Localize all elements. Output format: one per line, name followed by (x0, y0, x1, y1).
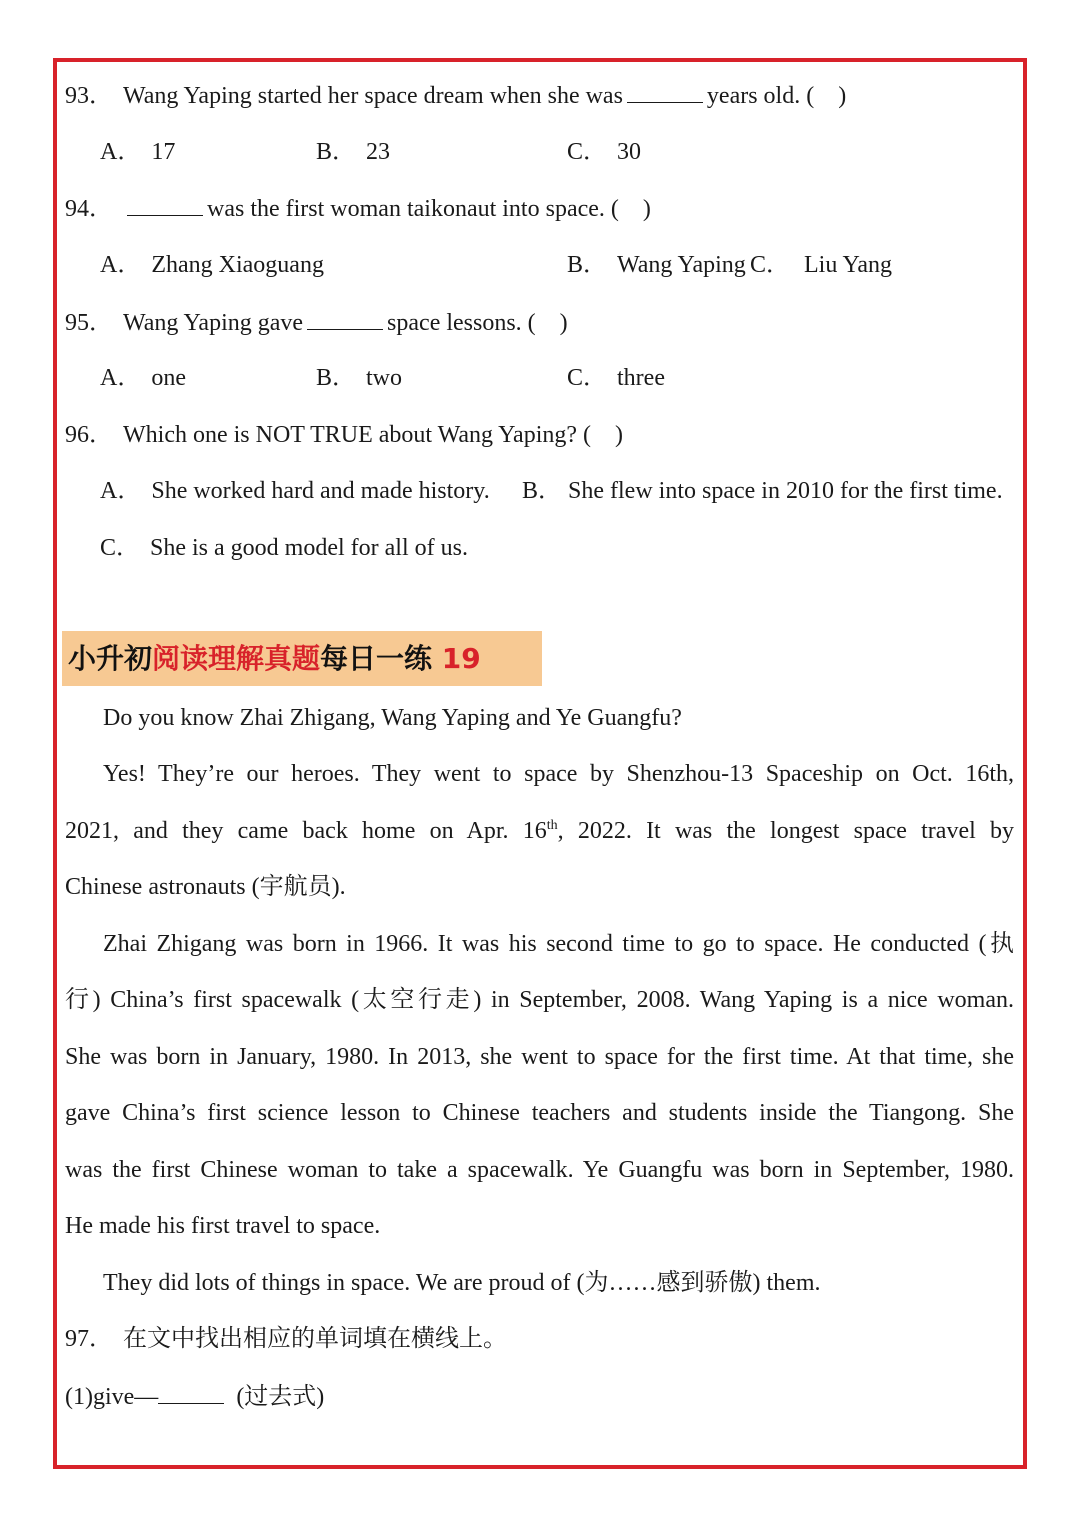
question-number: 93． (65, 83, 113, 109)
question-text: Wang Yaping started her space dream when she was (123, 83, 623, 109)
practice-number: 19 (441, 642, 481, 675)
option-b[interactable]: B． two (316, 365, 403, 391)
passage-paragraph-3-line-3: She was born in January, 1980. In 2013, she went to space for the first time. At that time, she (65, 1044, 1014, 1070)
passage-paragraph-2-line-3: Chinese astronauts (宇航员). (65, 874, 346, 900)
answer-blank[interactable] (127, 193, 203, 216)
question-text: Wang Yaping gave (123, 310, 304, 336)
question-text: Which one is NOT TRUE about Wang Yaping? ( ) (123, 422, 624, 448)
answer-blank[interactable] (307, 307, 383, 330)
question-number: 97． (65, 1326, 113, 1352)
option-b[interactable]: B． She flew into space in 2010 for the first time. (522, 478, 1003, 504)
question-93 (65, 80, 846, 111)
passage-paragraph-3-line-6: He made his first travel to space. (65, 1213, 381, 1239)
passage-paragraph-1: Do you know Zhai Zhigang, Wang Yaping and Ye Guangfu? (103, 705, 682, 731)
option-b[interactable]: B． 23 (316, 139, 391, 165)
question-94 (65, 193, 651, 224)
option-c[interactable]: C． Liu Yang (750, 252, 893, 278)
passage-paragraph-4: They did lots of things in space. We are proud of (为……感到骄傲) them. (103, 1270, 821, 1296)
option-c[interactable]: C． three (567, 365, 665, 391)
question-text-end: space lessons. ( ) (387, 310, 568, 336)
passage-paragraph-3-line-5: was the first Chinese woman to take a spacewalk. Ye Guangfu was born in September, 1980. (65, 1157, 1014, 1183)
answer-blank[interactable] (627, 80, 703, 103)
question-number: 94． (65, 196, 113, 222)
question-number: 95． (65, 310, 113, 336)
answer-blank[interactable] (158, 1381, 224, 1404)
question-text-end: years old. ( ) (706, 83, 847, 109)
passage-paragraph-3-line-4: gave China’s first science lesson to Chinese teachers and students inside the Tiangong. She (65, 1100, 1014, 1126)
question-97-item-1: (1)give— (过去式) (65, 1381, 324, 1412)
passage-paragraph-3-line-1: Zhai Zhigang was born in 1966. It was his second time to go to space. He conducted (执 (103, 931, 1014, 957)
option-c[interactable]: C． She is a good model for all of us. (100, 535, 468, 561)
question-97 (65, 1324, 507, 1354)
option-a[interactable]: A． one (100, 365, 186, 391)
option-a[interactable]: A． 17 (100, 139, 176, 165)
option-b[interactable]: B． Wang Yaping (567, 252, 746, 278)
option-a[interactable]: A． Zhang Xiaoguang (100, 252, 324, 278)
option-c[interactable]: C． 30 (567, 139, 642, 165)
question-text: 在文中找出相应的单词填在横线上。 (123, 1326, 507, 1352)
question-number: 96． (65, 422, 113, 448)
question-text: was the first woman taikonaut into space. ( ) (207, 196, 651, 222)
passage-paragraph-2-line-2: 2021, and they came back home on Apr. 16th, 2022. It was the longest space travel by (65, 818, 1014, 844)
section-title: 小升初阅读理解真题每日一练 19 (68, 642, 481, 675)
question-96 (65, 420, 623, 450)
passage-paragraph-3-line-2: 行) China’s first spacewalk (太空行走) in September, 2008. Wang Yaping is a nice woman. (65, 987, 1014, 1013)
question-95 (65, 307, 568, 338)
passage-paragraph-2-line-1: Yes! They’re our heroes. They went to space by Shenzhou-13 Spaceship on Oct. 16th, (103, 761, 1014, 787)
option-a[interactable]: A． She worked hard and made history. (100, 478, 490, 504)
